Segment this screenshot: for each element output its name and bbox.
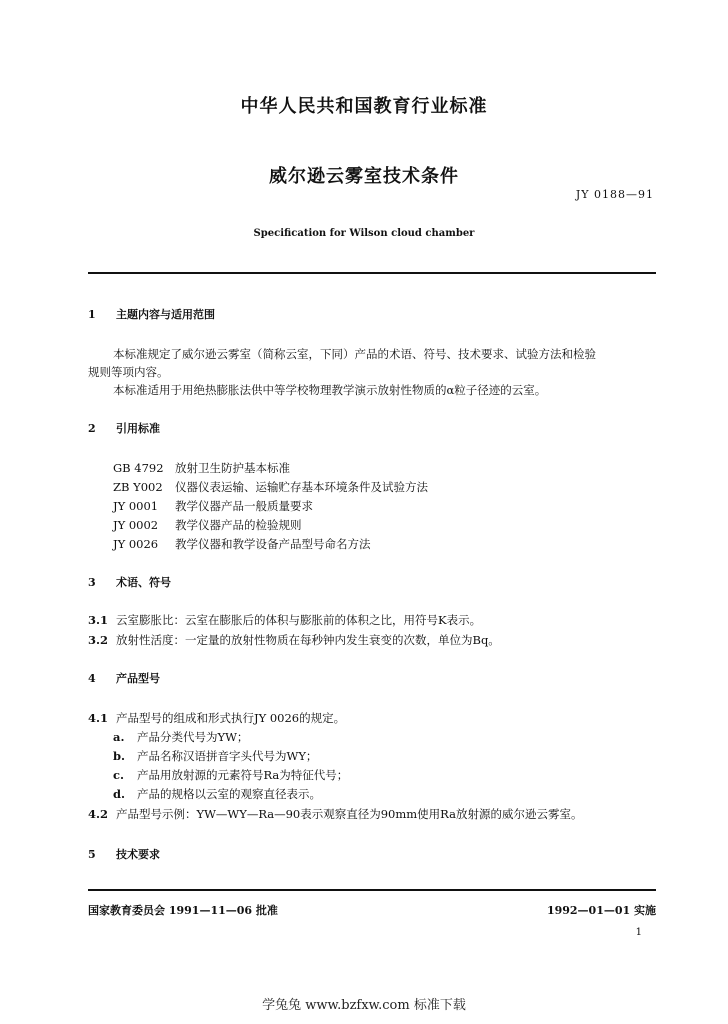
section-4-heading [88, 670, 160, 686]
paragraph: 本标准规定了威尔逊云雾室（简称云室，下同）产品的术语、符号、技术要求、试验方法和检验 [113, 347, 596, 361]
sub-item-text: 产品的规格以云室的观察直径表示。 [137, 787, 321, 801]
clause [88, 710, 345, 726]
reference-code: ZB Y002 [113, 480, 163, 494]
clause-text: 产品型号示例：YW—WY—Ra—90表示观察直径为90mm使用Ra放射源的威尔逊云雾室。 [116, 807, 583, 821]
standard-type: 中华人民共和国教育行业标准 [240, 96, 488, 117]
section-title: 术语、符号 [116, 576, 171, 589]
sub-item-text: 产品名称汉语拼音字头代号为WY； [137, 749, 318, 763]
section-number: 1 [88, 308, 96, 321]
reference-item [113, 479, 428, 495]
section-number: 5 [88, 848, 96, 861]
approval-note: 国家教育委员会 1991—11—06 批准 [88, 904, 278, 917]
reference-item [113, 460, 290, 476]
section-title: 技术要求 [116, 848, 160, 861]
reference-name: 放射卫生防护基本标准 [175, 461, 290, 475]
sub-item [113, 786, 321, 802]
clause-number: 3.2 [88, 633, 109, 647]
reference-item [113, 536, 371, 552]
sub-item [113, 748, 317, 764]
reference-item [113, 517, 302, 533]
clause [88, 806, 582, 822]
section-3-heading [88, 574, 171, 590]
section-title: 产品型号 [116, 672, 160, 685]
clause-text: 放射性活度：一定量的放射性物质在每秒钟内发生衰变的次数，单位为Bq。 [116, 633, 500, 647]
reference-code: JY 0001 [113, 499, 159, 513]
watermark: 学兔兔 www.bzfxw.com 标准下载 [262, 998, 466, 1013]
footer-rule [88, 889, 656, 891]
sub-item-label: d. [113, 787, 126, 801]
clause-text: 产品型号的组成和形式执行JY 0026的规定。 [116, 711, 346, 725]
sub-item [113, 729, 248, 745]
section-5-heading [88, 846, 160, 862]
section-number: 3 [88, 576, 96, 589]
section-title: 主题内容与适用范围 [116, 308, 215, 321]
effective-date: 1992—01—01 实施 [546, 904, 656, 917]
reference-code: JY 0026 [113, 537, 159, 551]
section-number: 2 [88, 422, 96, 435]
reference-code: JY 0002 [113, 518, 159, 532]
clause-number: 3.1 [88, 613, 109, 627]
clause-number: 4.1 [88, 711, 109, 725]
page-number: 1 [635, 927, 642, 938]
sub-item-text: 产品分类代号为YW； [137, 730, 249, 744]
reference-name: 教学仪器产品的检验规则 [175, 518, 302, 532]
reference-item [113, 498, 313, 514]
clause [88, 632, 500, 648]
sub-item-text: 产品用放射源的元素符号Ra为特征代号； [137, 768, 349, 782]
clause-number: 4.2 [88, 807, 109, 821]
paragraph: 本标准适用于用绝热膨胀法供中等学校物理教学演示放射性物质的α粒子径迹的云室。 [113, 383, 547, 397]
section-1-heading [88, 306, 215, 322]
sub-item [113, 767, 348, 783]
section-title: 引用标准 [116, 422, 160, 435]
sub-item-label: b. [113, 749, 126, 763]
section-2-heading [88, 420, 160, 436]
reference-name: 教学仪器产品一般质量要求 [175, 499, 313, 513]
clause-text: 云室膨胀比：云室在膨胀后的体积与膨胀前的体积之比，用符号K表示。 [116, 613, 482, 627]
clause [88, 612, 481, 628]
english-title: Specification for Wilson cloud chamber [253, 228, 475, 239]
section-number: 4 [88, 672, 96, 685]
reference-code: GB 4792 [113, 461, 164, 475]
header-rule [88, 272, 656, 274]
reference-name: 教学仪器和教学设备产品型号命名方法 [175, 537, 371, 551]
document-title: 威尔逊云雾室技术条件 [269, 166, 459, 187]
sub-item-label: c. [113, 768, 125, 782]
sub-item-label: a. [113, 730, 125, 744]
paragraph: 规则等项内容。 [88, 365, 169, 379]
reference-name: 仪器仪表运输、运输贮存基本环境条件及试验方法 [175, 480, 428, 494]
standard-code: JY 0188—91 [575, 188, 654, 201]
